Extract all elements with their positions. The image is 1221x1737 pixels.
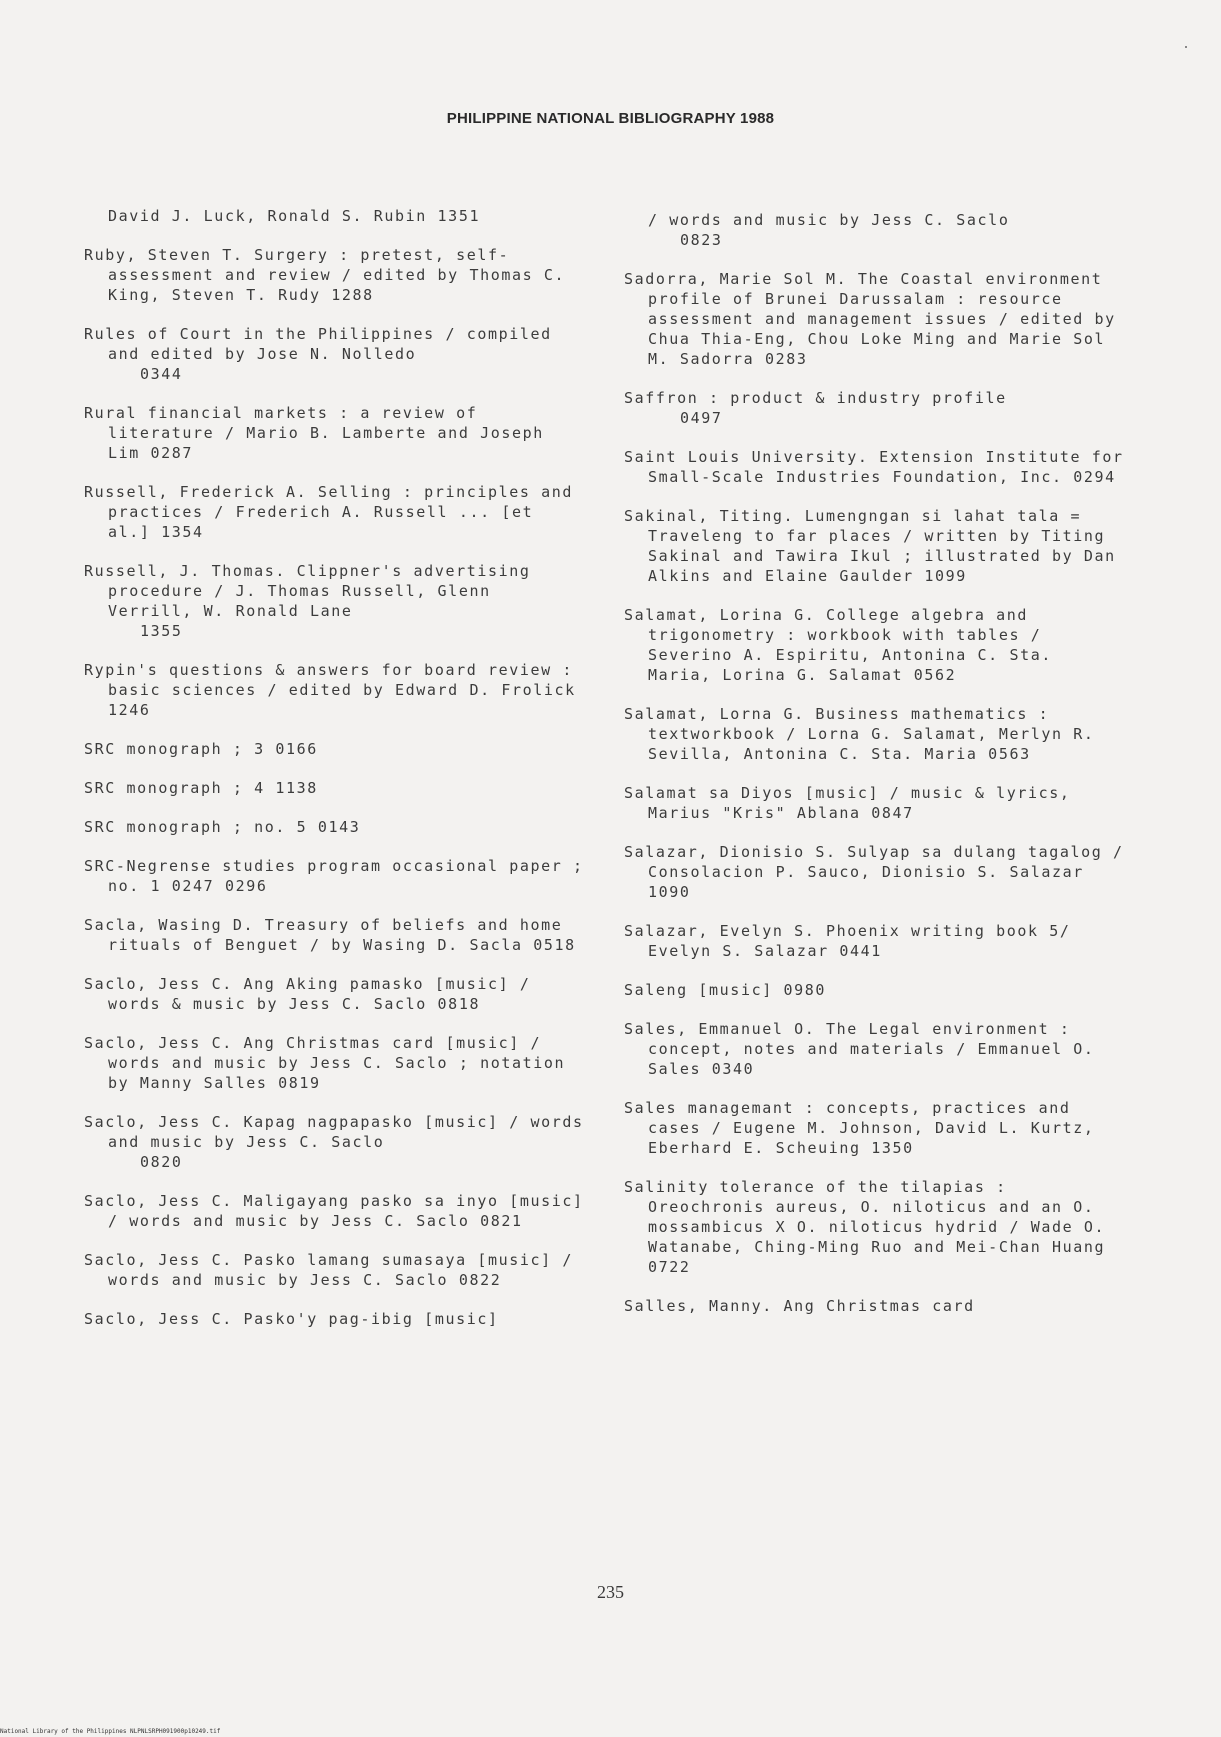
entry-text: Sales managemant : concepts, practices and cases / Eugene M. Johnson, David L. Kurtz, Eberhard E. Scheuing 1350 (624, 1099, 1106, 1157)
bibliography-entry (624, 980, 1124, 1000)
bibliography-entry (84, 1309, 584, 1329)
entry-text: Sales, Emmanuel O. The Legal environment : concept, notes and materials / Emmanuel O. Sales 0340 (624, 1020, 1106, 1078)
entry-number: 0823 (680, 231, 723, 249)
bibliography-entry (624, 1019, 1124, 1079)
entry-text: / words and music by Jess C. Saclo (648, 211, 1010, 229)
entry-text: Salazar, Dionisio S. Sulyap sa dulang tagalog / Consolacion P. Sauco, Dionisio S. Salazar 1090 (624, 843, 1135, 901)
bibliography-entry (84, 974, 584, 1014)
entry-text: Saffron : product & industry profile (624, 389, 1007, 407)
bibliography-entry (84, 1033, 584, 1093)
entry-text: Ruby, Steven T. Surgery : pretest, self-assessment and review / edited by Thomas C. King, Steven T. Rudy 1288 (84, 246, 576, 304)
bibliography-entry (624, 1098, 1124, 1158)
entry-text: Salamat sa Diyos [music] / music & lyrics, Marius "Kris" Ablana 0847 (624, 784, 1082, 822)
bibliography-entry (624, 605, 1124, 685)
entry-text: Saclo, Jess C. Maligayang pasko sa inyo [music] / words and music by Jess C. Saclo 0821 (84, 1192, 595, 1230)
bibliography-entry (84, 1112, 595, 1172)
bibliography-entry (84, 403, 584, 463)
entry-number: 1355 (140, 622, 183, 640)
page-number: 235 (597, 1582, 624, 1602)
bibliography-entry (624, 783, 1124, 823)
entry-text: Salinity tolerance of the tilapias : Oreochronis aureus, O. niloticus and an O. mossambicus X O. niloticus hydrid / Wade O. Watanabe, Ching-Ming Ruo and Mei-Chan Huang 0722 (624, 1178, 1116, 1276)
bibliography-entry (624, 1177, 1124, 1277)
page-header: PHILIPPINE NATIONAL BIBLIOGRAPHY 1988 (446, 110, 775, 127)
left-column (84, 206, 595, 1348)
bibliography-entry (624, 704, 1124, 764)
entry-number: 0344 (140, 365, 183, 383)
entry-number: 0820 (140, 1153, 183, 1171)
bibliography-entry (84, 1250, 584, 1290)
entry-text: Saclo, Jess C. Pasko'y pag-ibig [music] (84, 1310, 499, 1328)
bibliography-entry (84, 915, 584, 955)
bibliography-entry (84, 817, 584, 837)
entry-text: Russell, J. Thomas. Clippner's advertising procedure / J. Thomas Russell, Glenn Verrill, W. Ronald Lane (84, 562, 542, 620)
bibliography-entry (84, 206, 584, 226)
entry-text: David J. Luck, Ronald S. Rubin 1351 (108, 207, 481, 225)
entry-text: SRC-Negrense studies program occasional paper ; no. 1 0247 0296 (84, 857, 595, 895)
entry-text: Salles, Manny. Ang Christmas card (624, 1297, 975, 1315)
entry-text: Rural financial markets : a review of literature / Mario B. Lamberte and Joseph Lim 0287 (84, 404, 555, 462)
bibliography-entry (84, 856, 595, 896)
bibliography-entry (84, 778, 584, 798)
entry-text: Sadorra, Marie Sol M. The Coastal environment profile of Brunei Darussalam : resource assessment and management issues / edited by Chua Thia-Eng, Chou Loke Ming and Marie Sol M. Sadorra 0283 (624, 270, 1127, 368)
entry-text: Rypin's questions & answers for board review : basic sciences / edited by Edward D. Frolick 1246 (84, 661, 587, 719)
entry-text: Sacla, Wasing D. Treasury of beliefs and home rituals of Benguet / by Wasing D. Sacla 0518 (84, 916, 576, 954)
bibliography-entry (624, 388, 1124, 428)
bibliography-entry (624, 210, 1124, 250)
entry-text: Saclo, Jess C. Kapag nagpapasko [music] / words and music by Jess C. Saclo (84, 1113, 595, 1151)
entry-text: SRC monograph ; no. 5 0143 (84, 818, 361, 836)
right-column (624, 210, 1135, 1335)
bibliography-entry (84, 324, 584, 384)
bibliography-entry (624, 269, 1127, 369)
entry-text: SRC monograph ; 4 1138 (84, 779, 318, 797)
entry-text: Russell, Frederick A. Selling : principles and practices / Frederich A. Russell ... [et al.] 1354 (84, 483, 584, 541)
entry-text: Salamat, Lorna G. Business mathematics : textworkbook / Lorna G. Salamat, Merlyn R. Sevilla, Antonina C. Sta. Maria 0563 (624, 705, 1106, 763)
entry-text: Rules of Court in the Philippines / compiled and edited by Jose N. Nolledo (84, 325, 563, 363)
bibliography-entry (84, 561, 584, 641)
bibliography-entry (84, 739, 584, 759)
entry-text: Salazar, Evelyn S. Phoenix writing book 5/ Evelyn S. Salazar 0441 (624, 922, 1082, 960)
bibliography-entry (624, 447, 1135, 487)
bibliography-entry (84, 482, 584, 542)
bibliography-entry (84, 660, 587, 720)
entry-text: SRC monograph ; 3 0166 (84, 740, 318, 758)
scan-footer: National Library of the Philippines NLPNLSRPH091900p10249.tif (0, 1728, 221, 1735)
entry-text: Saleng [music] 0980 (624, 981, 826, 999)
entry-text: Saint Louis University. Extension Institute for Small-Scale Industries Foundation, Inc. 0294 (624, 448, 1135, 486)
bibliography-entry (624, 506, 1127, 586)
bibliography-entry (624, 1296, 1124, 1316)
entry-text: Saclo, Jess C. Pasko lamang sumasaya [music] / words and music by Jess C. Saclo 0822 (84, 1251, 584, 1289)
bibliography-entry (624, 921, 1124, 961)
entry-text: Saclo, Jess C. Ang Aking pamasko [music] / words & music by Jess C. Saclo 0818 (84, 975, 542, 1013)
entry-number: 0497 (680, 409, 723, 427)
bibliography-entry (84, 245, 584, 305)
entry-text: Saclo, Jess C. Ang Christmas card [music] / words and music by Jess C. Saclo ; notation by Manny Salles 0819 (84, 1034, 576, 1092)
entry-text: Salamat, Lorina G. College algebra and trigonometry : workbook with tables / Severino A. Espiritu, Antonina C. Sta. Maria, Lorina G. Salamat 0562 (624, 606, 1063, 684)
entry-text: Sakinal, Titing. Lumengngan si lahat tala = Traveleng to far places / written by Titing Sakinal and Tawira Ikul ; illustrated by Dan Alkins and Elaine Gaulder 1099 (624, 507, 1127, 585)
bibliography-entry (84, 1191, 595, 1231)
speck-mark (1185, 46, 1187, 48)
bibliography-entry (624, 842, 1135, 902)
